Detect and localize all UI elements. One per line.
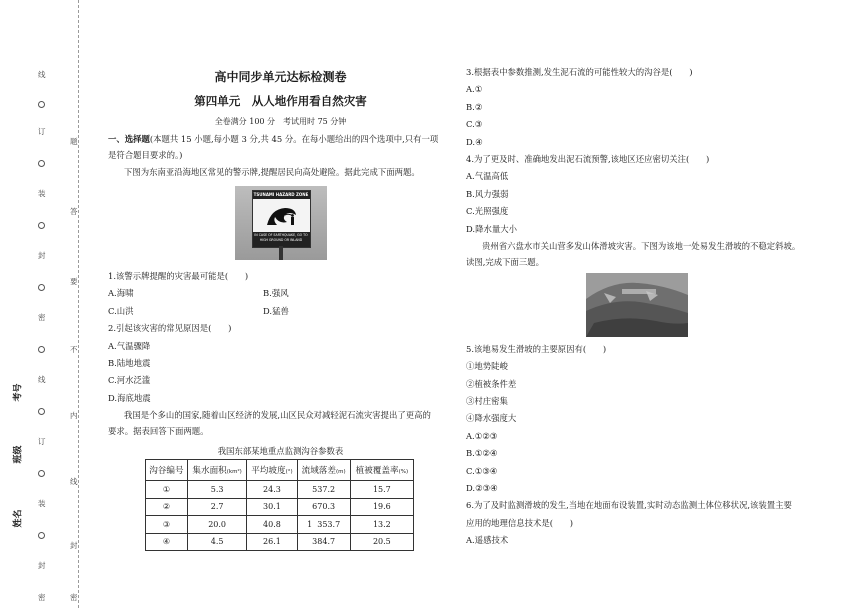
margin-char: 线 bbox=[38, 375, 46, 384]
q2-option-d[interactable]: D.海底地震 bbox=[108, 392, 151, 403]
q1-stem: 1.该警示牌提醒的灾害最可能是( ) bbox=[108, 271, 249, 281]
parameter-table bbox=[145, 459, 414, 551]
sign-top-text: TSUNAMI HAZARD ZONE bbox=[253, 192, 309, 197]
left-column bbox=[108, 64, 453, 551]
table-header: 植被覆盖率(%) bbox=[350, 460, 413, 481]
label-class: 班级 bbox=[13, 445, 24, 464]
table-header: 集水面积(km²) bbox=[187, 460, 247, 481]
margin-char: 封 bbox=[38, 561, 46, 570]
wave-icon bbox=[265, 203, 299, 229]
table-cell: 24.3 bbox=[247, 481, 297, 499]
margin-char: 答 bbox=[70, 207, 78, 216]
margin-char: 密 bbox=[70, 593, 78, 602]
q3-option-b[interactable]: B.② bbox=[466, 101, 483, 112]
margin-circle bbox=[38, 532, 45, 539]
table-cell: 26.1 bbox=[247, 533, 297, 551]
q2-stem: 2.引起该灾害的常见原因是( ) bbox=[108, 323, 232, 334]
table-cell: 20.0 bbox=[187, 516, 247, 534]
table-header: 流域落差(m) bbox=[297, 460, 350, 481]
exam-info: 全卷满分 100 分 考试用时 75 分钟 bbox=[214, 117, 347, 126]
right-column bbox=[466, 64, 821, 550]
table-row bbox=[146, 481, 414, 499]
margin-char: 线 bbox=[38, 70, 46, 79]
q6-stem-line2: 应用的地理信息技术是( ) bbox=[466, 517, 574, 528]
slope-photo-graphic bbox=[586, 273, 688, 337]
label-name: 姓名 bbox=[13, 509, 24, 528]
table-cell: ③ bbox=[146, 516, 188, 534]
margin-char: 不 bbox=[70, 345, 78, 354]
unit-title: 第四单元 从人地作用看自然灾害 bbox=[194, 94, 367, 108]
question-1 bbox=[108, 268, 453, 320]
margin-char: 要 bbox=[70, 277, 78, 286]
binding-line-inner bbox=[78, 0, 79, 608]
table-cell: 13.2 bbox=[350, 516, 413, 534]
question-5 bbox=[466, 341, 821, 498]
sign-bottom-text: IN CASE OF EARTHQUAKE, GO TO HIGH GROUND OR INLAND bbox=[253, 232, 310, 247]
q4-option-c[interactable]: C.光照强度 bbox=[466, 206, 509, 217]
table-cell: 384.7 bbox=[297, 533, 350, 551]
question-3 bbox=[466, 64, 821, 151]
margin-char: 装 bbox=[38, 499, 46, 508]
margin-circle bbox=[38, 160, 45, 167]
table-row bbox=[146, 516, 414, 534]
q5-item: ①地势陡峻 bbox=[466, 361, 508, 372]
q5-option-a[interactable]: A.①②③ bbox=[466, 430, 498, 441]
margin-circle bbox=[38, 284, 45, 291]
q5-item: ③村庄密集 bbox=[466, 396, 508, 407]
table-cell: ① bbox=[146, 481, 188, 499]
margin-char: 密 bbox=[38, 313, 46, 322]
tsunami-sign-image bbox=[235, 186, 327, 260]
intro2-line2: 要求。据表回答下面两题。 bbox=[108, 426, 209, 437]
table-cell: 15.7 bbox=[350, 481, 413, 499]
q6-stem-line1: 6.为了及时监测滑坡的发生,当地在地面布设装置,实时动态监测土体位移状况,该装置主要 bbox=[466, 500, 792, 511]
margin-char: 内 bbox=[70, 411, 78, 420]
q3-option-a[interactable]: A.① bbox=[466, 84, 483, 95]
q5-option-b[interactable]: B.①②④ bbox=[466, 448, 498, 459]
table-cell: 1 353.7 bbox=[297, 516, 350, 534]
q1-option-c[interactable]: C.山洪 bbox=[108, 305, 134, 316]
margin-circle bbox=[38, 346, 45, 353]
intro-text-1: 下图为东南亚沿海地区常见的警示牌,提醒居民向高处避险。据此完成下面两题。 bbox=[124, 167, 420, 177]
q2-option-a[interactable]: A.气温骤降 bbox=[108, 340, 151, 351]
margin-char: 装 bbox=[38, 189, 46, 198]
q3-stem: 3.根据表中参数推测,发生泥石流的可能性较大的沟谷是( ) bbox=[466, 67, 693, 77]
margin-circle bbox=[38, 470, 45, 477]
question-4 bbox=[466, 151, 821, 238]
q2-option-c[interactable]: C.河水泛滥 bbox=[108, 375, 151, 386]
margin-char: 封 bbox=[38, 251, 46, 260]
q5-item: ④降水强度大 bbox=[466, 413, 517, 424]
table-header-row bbox=[146, 460, 414, 481]
table-cell: 2.7 bbox=[187, 498, 247, 516]
q4-option-a[interactable]: A.气温高低 bbox=[466, 171, 509, 182]
sign-post bbox=[279, 246, 283, 260]
table-cell: 30.1 bbox=[247, 498, 297, 516]
margin-char: 密 bbox=[38, 593, 46, 602]
intro3-line1: 贵州省六盘水市关山营多发山体滑坡灾害。下图为该地一处易发生滑坡的不稳定斜坡。 bbox=[482, 240, 801, 251]
label-id: 考号 bbox=[13, 383, 24, 402]
q3-option-d[interactable]: D.④ bbox=[466, 136, 483, 147]
page-title: 高中同步单元达标检测卷 bbox=[214, 70, 347, 84]
table-row bbox=[146, 498, 414, 516]
margin-circle bbox=[38, 222, 45, 229]
table-cell: 40.8 bbox=[247, 516, 297, 534]
table-header: 平均坡度(°) bbox=[247, 460, 297, 481]
q5-option-d[interactable]: D.②③④ bbox=[466, 483, 498, 494]
section-desc-line2: 是符合题目要求的。) bbox=[108, 150, 183, 160]
table-cell: ② bbox=[146, 498, 188, 516]
sign-board bbox=[252, 190, 311, 248]
intro3-line2: 读图,完成下面三题。 bbox=[466, 256, 545, 267]
margin-circle bbox=[38, 101, 45, 108]
section-desc bbox=[108, 131, 453, 163]
table-cell: 537.2 bbox=[297, 481, 350, 499]
intro-text-2 bbox=[108, 407, 453, 439]
table-caption: 我国东部某地重点监测沟谷参数表 bbox=[217, 446, 344, 457]
margin-char: 题 bbox=[70, 137, 78, 146]
margin-circle bbox=[38, 408, 45, 415]
table-cell: 5.3 bbox=[187, 481, 247, 499]
q6-option-a[interactable]: A.遥感技术 bbox=[466, 535, 509, 546]
intro-text-3 bbox=[466, 238, 821, 270]
section-desc-line1: (本题共 15 小题,每小题 3 分,共 45 分。在每小题给出的四个选项中,只有一项 bbox=[149, 134, 439, 144]
q4-stem: 4.为了更及时、准确地发出泥石流预警,该地区还应密切关注( ) bbox=[466, 153, 710, 164]
q4-option-b[interactable]: B.风力强弱 bbox=[466, 188, 509, 199]
table-cell: 20.5 bbox=[350, 533, 413, 551]
q5-stem: 5.该地易发生滑坡的主要原因有( ) bbox=[466, 343, 607, 354]
q5-item: ②植被条件差 bbox=[466, 378, 517, 389]
margin-char: 订 bbox=[38, 437, 46, 446]
intro2-line1: 我国是个多山的国家,随着山区经济的发展,山区民众对减轻泥石流灾害提出了更高的 bbox=[124, 410, 431, 421]
margin-char: 线 bbox=[70, 477, 78, 486]
question-2 bbox=[108, 320, 453, 407]
q2-option-b[interactable]: B.陆地地震 bbox=[108, 357, 151, 368]
q5-option-c[interactable]: C.①③④ bbox=[466, 465, 498, 476]
table-header: 沟谷编号 bbox=[146, 460, 188, 481]
table-row bbox=[146, 533, 414, 551]
slope-photo bbox=[586, 273, 688, 337]
table-cell: ④ bbox=[146, 533, 188, 551]
margin-char: 封 bbox=[70, 541, 78, 550]
section-heading: 一、选择题 bbox=[108, 134, 150, 144]
q3-option-c[interactable]: C.③ bbox=[466, 119, 483, 130]
q1-option-d[interactable]: D.猛兽 bbox=[263, 305, 289, 316]
q4-option-d[interactable]: D.降水量大小 bbox=[466, 223, 517, 234]
q1-option-b[interactable]: B.强风 bbox=[263, 288, 289, 299]
question-6 bbox=[466, 497, 821, 549]
margin-char: 订 bbox=[38, 127, 46, 136]
table-cell: 4.5 bbox=[187, 533, 247, 551]
table-cell: 670.3 bbox=[297, 498, 350, 516]
q1-option-a[interactable]: A.海啸 bbox=[108, 288, 134, 299]
table-cell: 19.6 bbox=[350, 498, 413, 516]
